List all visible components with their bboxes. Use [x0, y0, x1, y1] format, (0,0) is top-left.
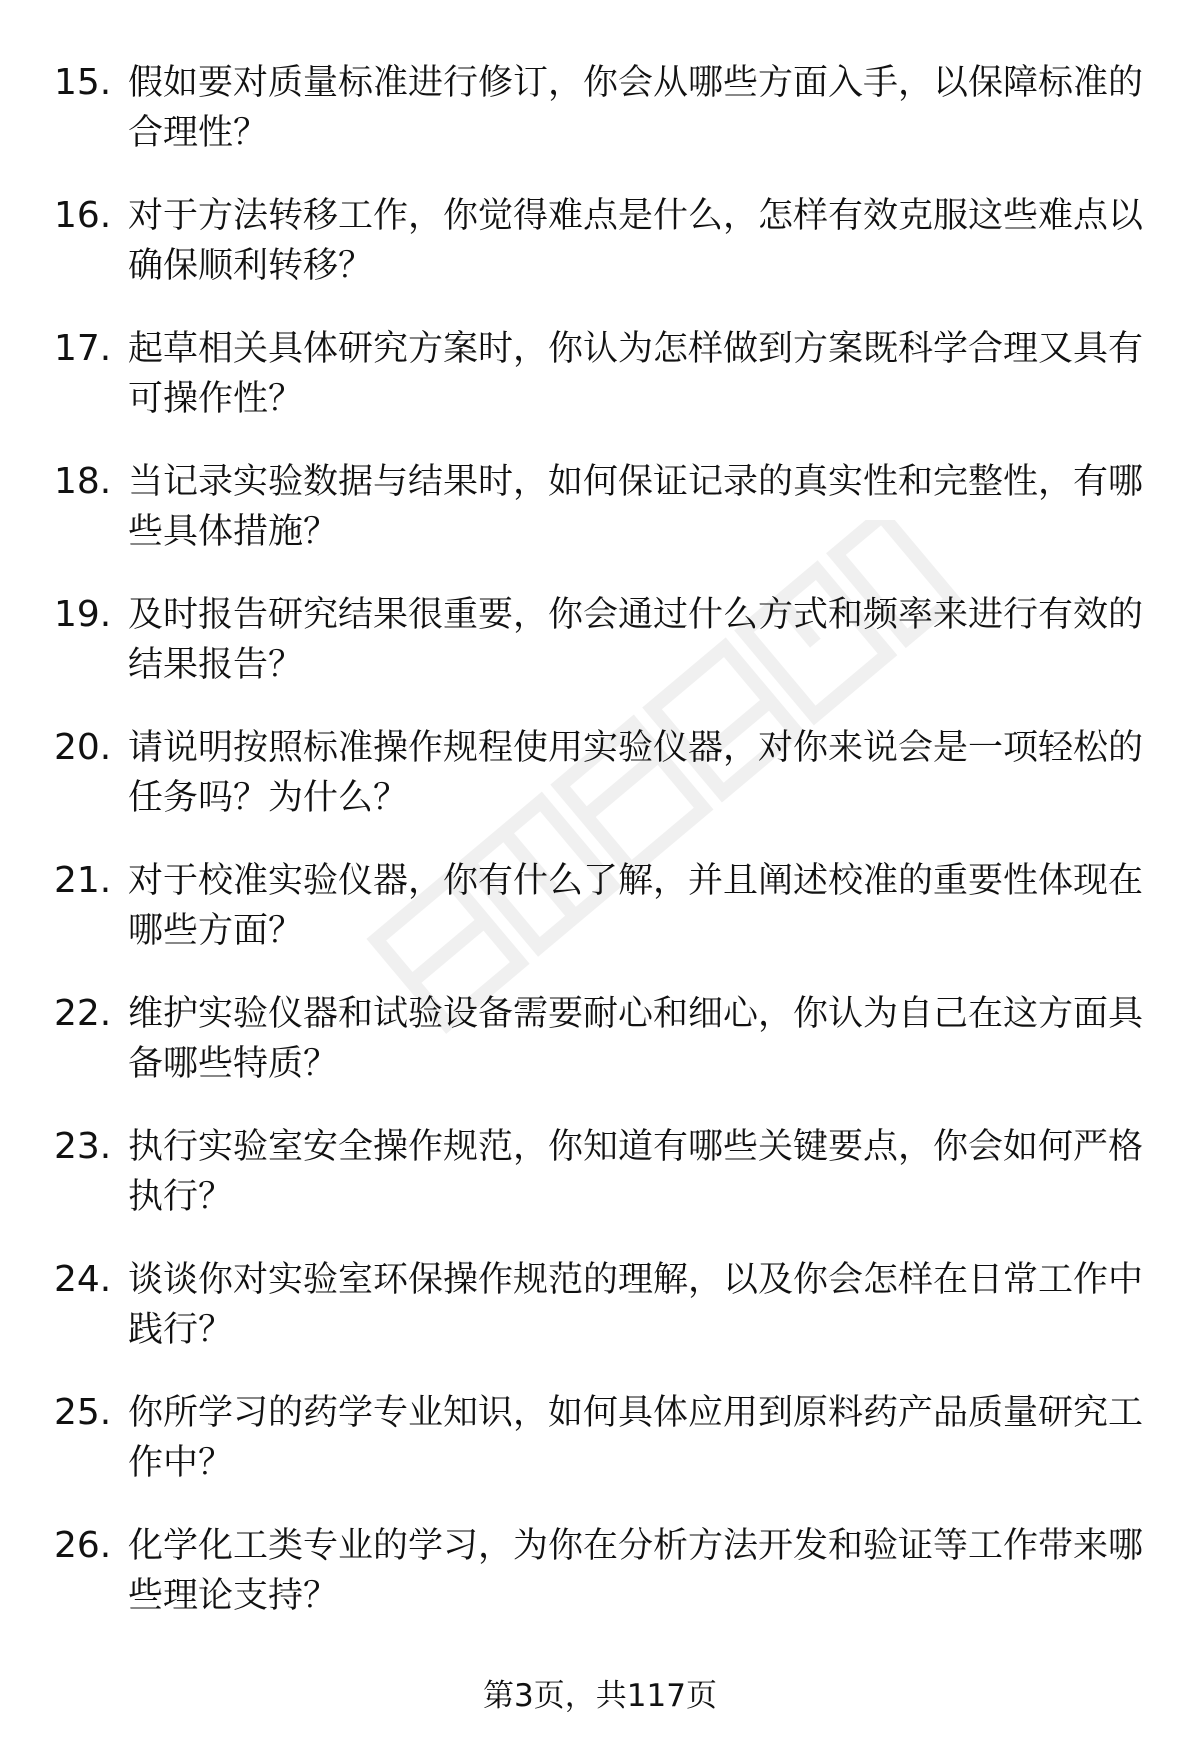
- question-text: 及时报告研究结果很重要，你会通过什么方式和频率来进行有效的结果报告？: [128, 595, 1144, 685]
- question-number: 22.: [54, 993, 112, 1034]
- question-item: [0, 856, 1200, 989]
- question-text: 假如要对质量标准进行修订，你会从哪些方面入手，以保障标准的合理性？: [128, 63, 1144, 153]
- question-text: 当记录实验数据与结果时，如何保证记录的真实性和完整性，有哪些具体措施？: [128, 462, 1144, 552]
- question-number: 25.: [54, 1392, 112, 1433]
- question-text: 维护实验仪器和试验设备需要耐心和细心，你认为自己在这方面具备哪些特质？: [128, 994, 1144, 1084]
- question-number: 18.: [54, 461, 112, 502]
- question-item: [0, 324, 1200, 457]
- question-item: [0, 1122, 1200, 1255]
- question-item: [0, 590, 1200, 723]
- question-text: 请说明按照标准操作规程使用实验仪器，对你来说会是一项轻松的任务吗？为什么？: [128, 728, 1144, 818]
- question-item: [0, 191, 1200, 324]
- question-number: 15.: [54, 62, 112, 103]
- question-text: 化学化工类专业的学习，为你在分析方法开发和验证等工作带来哪些理论支持？: [128, 1526, 1144, 1616]
- question-text: 你所学习的药学专业知识，如何具体应用到原料药产品质量研究工作中？: [128, 1393, 1144, 1483]
- question-item: [0, 457, 1200, 590]
- question-item: [0, 1255, 1200, 1388]
- question-number: 17.: [54, 328, 112, 369]
- question-number: 23.: [54, 1126, 112, 1167]
- question-text: 谈谈你对实验室环保操作规范的理解，以及你会怎样在日常工作中践行？: [128, 1260, 1144, 1350]
- question-text: 对于方法转移工作，你觉得难点是什么，怎样有效克服这些难点以确保顺利转移？: [128, 196, 1144, 286]
- question-item: [0, 989, 1200, 1122]
- page-number-label: 第3页，共117页: [483, 1678, 717, 1714]
- question-list: [0, 58, 1200, 1654]
- page-footer: [0, 1676, 1200, 1716]
- question-number: 21.: [54, 860, 112, 901]
- question-number: 24.: [54, 1259, 112, 1300]
- question-text: 执行实验室安全操作规范，你知道有哪些关键要点，你会如何严格执行？: [128, 1127, 1144, 1217]
- question-number: 20.: [54, 727, 112, 768]
- question-item: [0, 1388, 1200, 1521]
- question-number: 26.: [54, 1525, 112, 1566]
- question-item: [0, 723, 1200, 856]
- question-item: [0, 1521, 1200, 1654]
- question-text: 起草相关具体研究方案时，你认为怎样做到方案既科学合理又具有可操作性？: [128, 329, 1144, 419]
- question-number: 16.: [54, 195, 112, 236]
- question-text: 对于校准实验仪器，你有什么了解，并且阐述校准的重要性体现在哪些方面？: [128, 861, 1144, 951]
- question-number: 19.: [54, 594, 112, 635]
- question-item: [0, 58, 1200, 191]
